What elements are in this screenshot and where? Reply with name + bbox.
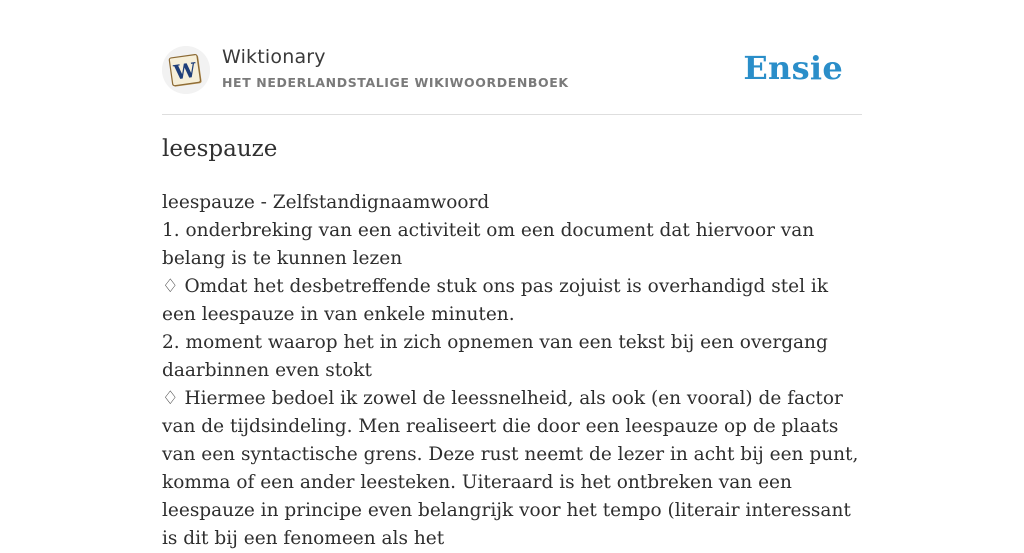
wiktionary-logo-icon[interactable] (162, 46, 210, 94)
entry-line-definition-2: 2. moment waarop het in zich opnemen van een tekst bij een overgang daarbinnen even stokt (162, 332, 828, 381)
entry-title: leespauze (162, 136, 278, 162)
entry-body (162, 189, 862, 553)
ensie-brand-link[interactable]: Ensie (743, 49, 843, 87)
entry-line-definition-1: 1. onderbreking van een activiteit om een document dat hiervoor van belang is te kunnen lezen (162, 220, 815, 269)
entry-line-example-2: ♢ Hiermee bedoel ik zowel de leessnelheid, als ook (en vooral) de factor van de tijdsindeling. Men realiseert die door een leespauze op de plaats van een syntactische grens. Deze rust neemt de lezer in acht bij een punt, komma of een ander leesteken. Uiteraard is het ontbreken van een leespauze in principe even belangrijk voor het tempo (literair interessant is dit bij een fenomeen als het (162, 388, 859, 549)
site-header (162, 0, 862, 115)
site-subtitle: HET NEDERLANDSTALIGE WIKIWOORDENBOEK (222, 75, 569, 90)
entry-line-wordclass: leespauze - Zelfstandignaamwoord (162, 192, 490, 213)
page-container (162, 0, 862, 549)
logo-letter: W (172, 57, 198, 85)
site-name[interactable]: Wiktionary (222, 46, 326, 68)
entry-line-example-1: ♢ Omdat het desbetreffende stuk ons pas zojuist is overhandigd stel ik een leespauze in van enkele minuten. (162, 276, 829, 325)
